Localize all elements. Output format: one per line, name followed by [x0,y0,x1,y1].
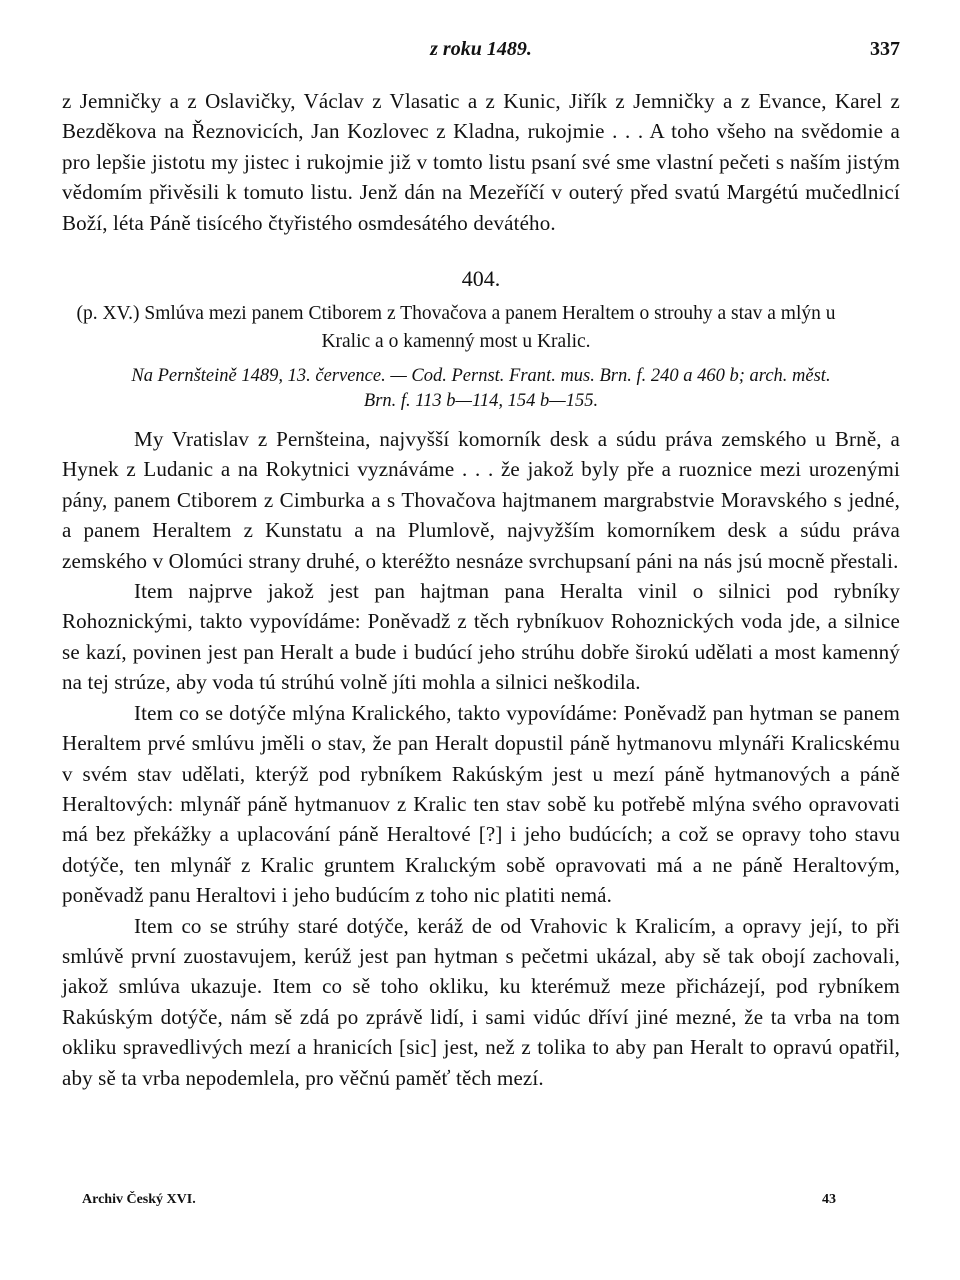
footer-signature: 43 [822,1192,836,1207]
document-number: 404. [461,266,501,292]
running-title: z roku 1489. [430,38,532,60]
paragraph-3: Item co se dotýče mlýna Kralického, takto vypovídáme: Poněvadž pan hytman se panem Heraltem prvé smlúvu jměli o stav, že pan Heralt dopustil páně hytmanovu mlynáři Kralicskému v svém stav udělati, kterýž pod rybníkem Rakúským jest u mezí páně hytmanových a páně Heraltových: mlynář páně hytmanuov z Kralic ten stav sobě ku potřebě mlýna svého opravovati má bez překážky a uplacování páně Heraltové [?] i jeho budúcích; a což se opravy toho stavu dotýče, ten mlynář z Kralic gruntem Kralıckým sobě opravovati má a ne páně Heraltovým, poněvadž panu Heraltovi i jeho budúcím z toho nic platiti nemá. [62,700,900,908]
page-number: 337 [870,38,900,60]
document-summary: (p. XV.) Smlúva mezi panem Ctiborem z Thovačova a panem Heraltem o strouhy a stav a mlýn u Kralic a o kamenný most u Kralic. [76,303,836,353]
running-head [62,38,900,68]
source-line-2: Brn. f. 113 b—114, 154 b—155. [363,391,599,412]
page-footer [82,1192,836,1214]
paragraph-1: My Vratislav z Pernšteina, najvyšší komorník desk a súdu práva zemského u Brně, a Hynek z Ludanic a na Rokytnici vyznáváme . . . že jakož byly pře a ruoznice mezi urozenými pány, panem Ctiborem z Cimburka a s Thovačova hajtmanem margrabstvie Moravského s jedné, a panem Heraltem z Kunstatu a na Plumlově, najvyžším komorníkem desk a súdu práva zemského v Olomúci strany druhé, o kteréžto nesnáze svrchupsaní páni na nás jsú mocně přestali. [62,427,900,573]
document-source [62,364,900,414]
source-line-1: Na Pernšteině 1489, 13. července. — Cod. Pernst. Frant. mus. Brn. f. 240 a 460 b; arch. měst. [131,366,831,387]
continuation-paragraph: z Jemničky a z Oslavičky, Václav z Vlasatic a z Kunic, Jiřík z Jemničky a z Evance, Karel z Bezděkova na Řeznovicích, Jan Kozlovec z Kladna, rukojmie . . . A toho všeho na svědomie a pro lepšie jistotu my jistec i rukojmie již v tomto listu psaní své sme vlastní pečeti s naším jistým vědomím přivěsili k tomuto listu. Jenž dán na Mezeříčí v outerý před svatú Margétú mučedlnicí Boží, léta Páně tisícého čtyřistého osmdesátého devátého. [62,89,900,235]
paragraph-2: Item najprve jakož jest pan hajtman pana Heralta vinil o silnici pod rybníky Rohoznickými, takto vypovídáme: Poněvadž z těch rybníkuov Rohoznických voda jde, a silnice se kazí, povinen jest pan Heralt a bude i budúcí jeho strúhu dobře širokú udělati a most kamenný na tej strúze, aby voda tú strúhú volně jíti mohla a silnici neškodila. [62,579,900,695]
footer-archive-title: Archiv Český XVI. [82,1192,196,1207]
page-body [62,86,900,1093]
paragraph-4: Item co se strúhy staré dotýče, keráž de od Vrahovic k Kralicím, a opravy její, to při smlúvě první zuostavujem, kerúž jest pan hytman s pečetmi ukázal, aby sě tak obojí zachovali, jakož smlúva ukazuje. Item co sě toho okliku, ku kterémuž meze přicházejí, pod rybníkem Rakúským dotýče, nám sě zdá po zprávě lidí, i sami vidúc dříví jiné mezné, že ta vrba na tom okliku spravedlivých mezí a hranicích [sic] jest, než z tolika to aby pan Heralt to opravú opatřil, aby sě ta vrba nepodemlela, pro věčnú paměť těch mezí. [62,913,900,1090]
